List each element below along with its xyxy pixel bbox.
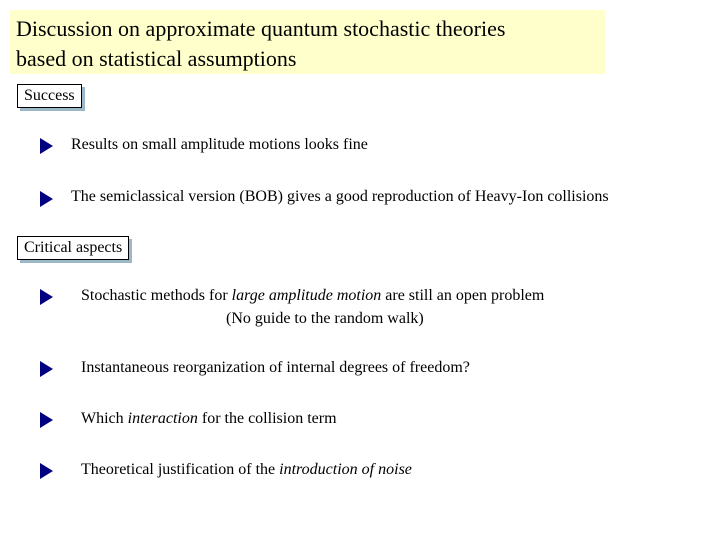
critical-item-3 [81,409,337,429]
bullet-arrow-icon [40,289,53,305]
success-item-2: The semiclassical version (BOB) gives a good reproduction of Heavy-Ion collisions [71,188,609,205]
critical-item-4-em: introduction of noise [279,461,412,478]
critical-item-4 [81,460,412,480]
critical-item-1-post: are still an open problem [381,287,545,304]
bullet-arrow-icon [40,463,53,479]
bullet-arrow-icon [40,412,53,428]
critical-item-1-pre: Stochastic methods for [81,287,232,304]
critical-item-4-pre: Theoretical justification of the [81,461,280,478]
bullet-arrow-icon [40,191,53,207]
critical-heading: Critical aspects [17,236,129,260]
success-item-1: Results on small amplitude motions looks fine [71,136,368,153]
bullet-arrow-icon [40,361,53,377]
title-box [10,10,605,74]
title-line-1: Discussion on approximate quantum stochastic theories [16,16,506,41]
bullet-arrow-icon [40,138,53,154]
critical-item-3-em: interaction [127,410,198,427]
critical-item-3-pre: Which [81,410,128,427]
success-heading: Success [17,84,82,108]
critical-item-1 [81,286,544,306]
critical-item-2: Instantaneous reorganization of internal degrees of freedom? [81,359,470,376]
critical-item-1-line2: (No guide to the random walk) [226,310,424,327]
critical-item-3-post: for the collision term [197,410,337,427]
title-line-2: based on statistical assumptions [16,46,297,71]
critical-item-1-em: large amplitude motion [231,287,382,304]
